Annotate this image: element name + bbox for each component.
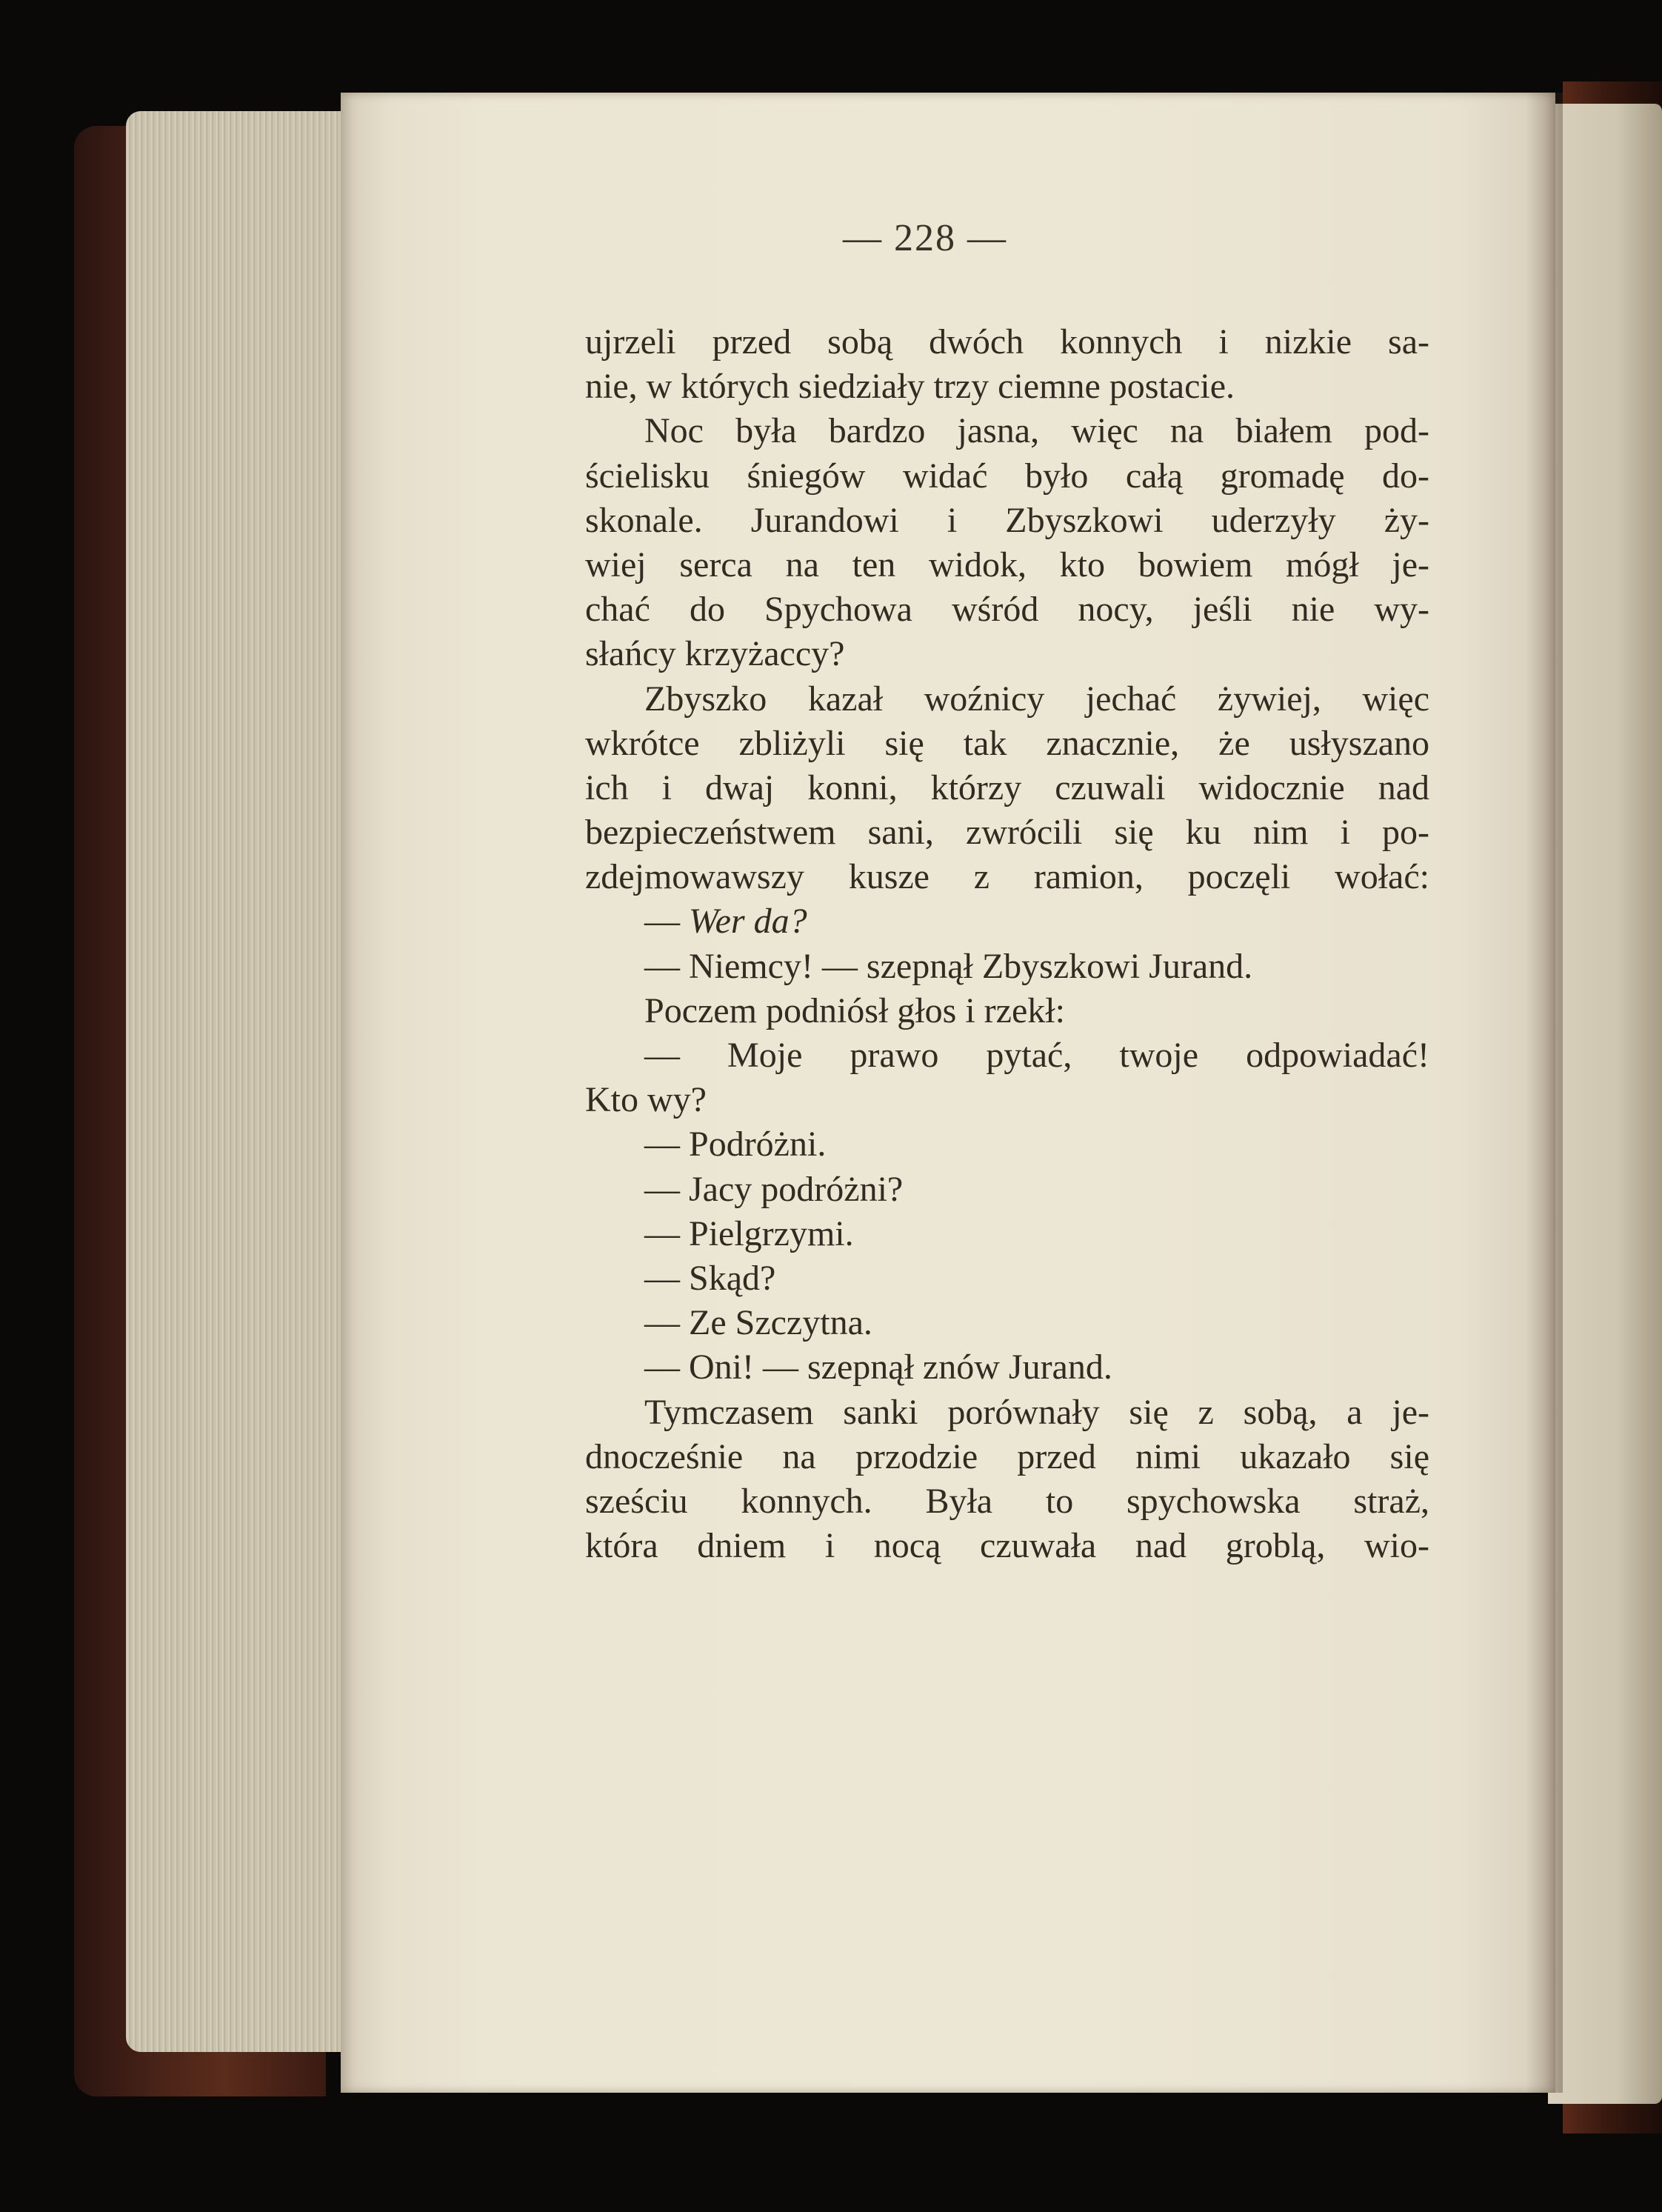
text-line-content: nie, w których siedziały trzy ciemne postacie. bbox=[585, 367, 1235, 407]
text-line bbox=[585, 632, 1429, 676]
text-line bbox=[585, 1212, 1429, 1256]
page-number: — 228 — bbox=[843, 217, 1007, 259]
page-number-container bbox=[0, 216, 1662, 260]
text-line-content: skonale. Jurandowi i Zbyszkowi uderzyły ży- bbox=[585, 500, 1429, 540]
text-line bbox=[585, 587, 1429, 632]
text-line bbox=[585, 810, 1429, 855]
text-line-content: Kto wy? bbox=[585, 1080, 707, 1120]
text-line bbox=[585, 543, 1429, 587]
text-line bbox=[585, 989, 1429, 1033]
text-line bbox=[585, 1256, 1429, 1301]
text-line bbox=[585, 677, 1429, 722]
text-line-content: ujrzeli przed sobą dwóch konnych i nizkie sa- bbox=[585, 322, 1429, 362]
text-line-content: — Pielgrzymi. bbox=[644, 1213, 854, 1253]
text-line-content: — Moje prawo pytać, twoje odpowiadać! bbox=[644, 1036, 1429, 1075]
text-line bbox=[585, 1301, 1429, 1345]
text-line-content: — Ze Szczytna. bbox=[644, 1303, 872, 1343]
text-line-content: — Oni! — szepnął znów Jurand. bbox=[644, 1347, 1112, 1388]
text-line bbox=[585, 364, 1429, 409]
text-line-content: dnocześnie na przodzie przed nimi ukazało się bbox=[585, 1436, 1429, 1476]
text-line-content: — Podróżni. bbox=[644, 1125, 827, 1165]
text-line-content: chać do Spychowa wśród nocy, jeśli nie wy- bbox=[585, 590, 1429, 630]
text-line bbox=[585, 499, 1429, 543]
text-line-content: sześciu konnych. Była to spychowska straż, bbox=[585, 1481, 1429, 1521]
text-line-content: która dniem i nocą czuwała nad groblą, wio- bbox=[585, 1526, 1429, 1566]
text-line-content: Zbyszko kazał woźnicy jechać żywiej, więc bbox=[644, 679, 1429, 719]
gutter-shadow bbox=[1526, 93, 1563, 2093]
body-text bbox=[585, 320, 1429, 1568]
text-line bbox=[585, 766, 1429, 810]
text-line-content: Tymczasem sanki porównały się z sobą, a je- bbox=[644, 1392, 1429, 1432]
text-line bbox=[585, 1033, 1429, 1078]
text-line bbox=[585, 1167, 1429, 1212]
text-line-content: Poczem podniósł głos i rzekł: bbox=[644, 990, 1065, 1030]
text-line bbox=[585, 1078, 1429, 1122]
right-page-edge bbox=[1548, 104, 1662, 2104]
text-line bbox=[585, 945, 1429, 989]
text-line bbox=[585, 1390, 1429, 1435]
text-line-content: Noc była bardzo jasna, więc na białem pod- bbox=[644, 411, 1429, 451]
text-line bbox=[585, 409, 1429, 453]
text-line bbox=[585, 1524, 1429, 1568]
text-line bbox=[585, 1345, 1429, 1390]
text-line-content: wkrótce zbliżyli się tak znacznie, że usłyszano bbox=[585, 723, 1429, 763]
text-line-content: ścielisku śniegów widać było całą gromadę do- bbox=[585, 456, 1429, 496]
text-line bbox=[585, 320, 1429, 364]
text-line-content: wiej serca na ten widok, kto bowiem mógł je- bbox=[585, 544, 1429, 584]
text-line-content: słańcy krzyżaccy? bbox=[585, 634, 845, 674]
text-line bbox=[585, 1435, 1429, 1479]
text-line bbox=[585, 722, 1429, 766]
text-line bbox=[585, 855, 1429, 899]
text-line bbox=[585, 899, 1429, 944]
text-line-italic: Wer da? bbox=[689, 902, 807, 942]
text-line-content: ich i dwaj konni, którzy czuwali widocznie nad bbox=[585, 767, 1429, 807]
text-line-content: zdejmowawszy kusze z ramion, poczęli wołać: bbox=[585, 857, 1429, 897]
text-line-content: — Jacy podróżni? bbox=[644, 1169, 904, 1209]
text-line bbox=[585, 1479, 1429, 1524]
page-edges-left bbox=[126, 111, 348, 2052]
text-line-content: — bbox=[644, 902, 689, 942]
text-line-content: — Niemcy! — szepnął Zbyszkowi Jurand. bbox=[644, 946, 1253, 986]
text-line bbox=[585, 1122, 1429, 1167]
text-line bbox=[585, 454, 1429, 499]
text-line-content: bezpieczeństwem sani, zwrócili się ku nim i po- bbox=[585, 813, 1429, 853]
text-line-content: — Skąd? bbox=[644, 1258, 776, 1298]
